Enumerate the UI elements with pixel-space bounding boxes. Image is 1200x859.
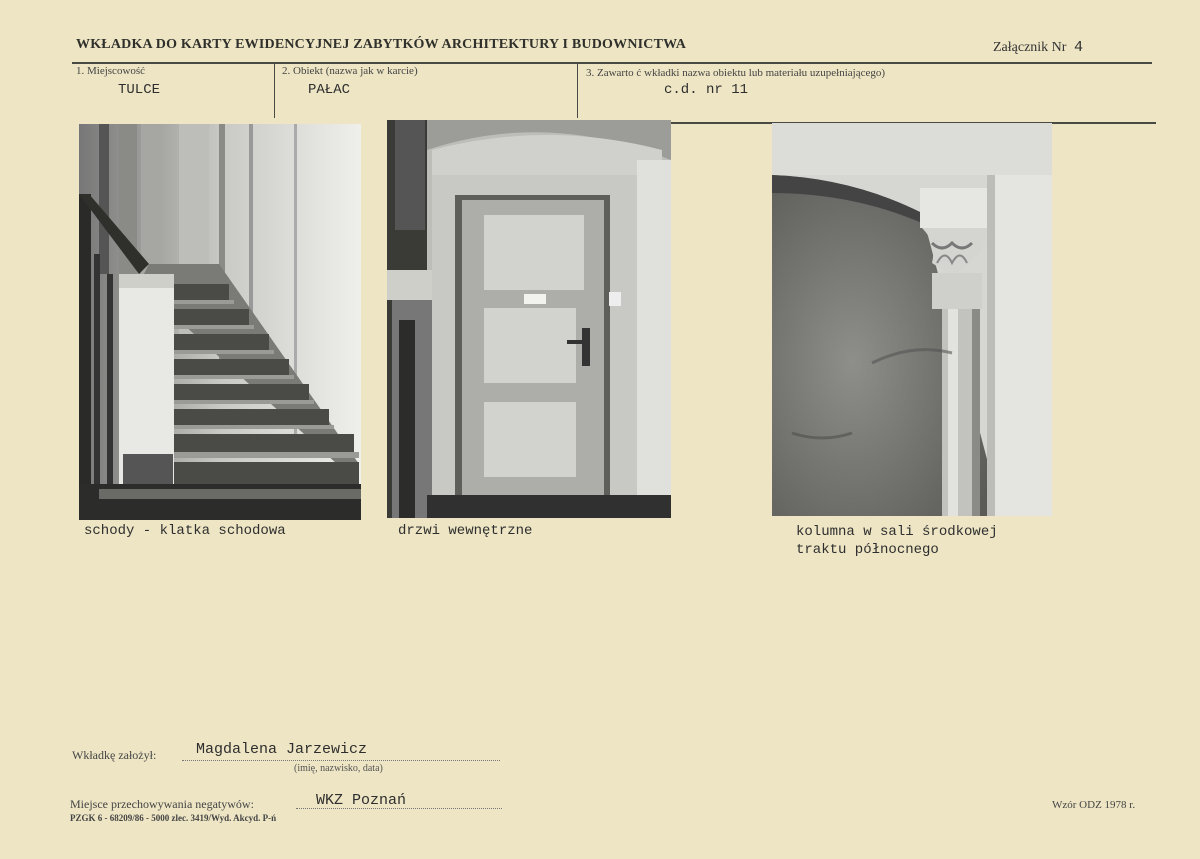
header-rule [72, 62, 1152, 64]
caption-staircase: schody - klatka schodowa [84, 523, 286, 539]
photo-column [772, 123, 1052, 516]
caption-door: drzwi wewnętrzne [398, 523, 533, 539]
content-label: 3. Zawarto ć wkładki nazwa obiektu lub materiału uzupełniającego) [586, 67, 886, 79]
locality-value: TULCE [118, 82, 161, 98]
negatives-value: WKZ Poznań [316, 792, 407, 809]
template-label: Wzór ODZ 1978 r. [1052, 799, 1136, 811]
founder-label: Wkładkę założył: [72, 748, 157, 762]
object-label: 2. Obiekt (nazwa jak w karcie) [282, 65, 418, 77]
door-image [387, 120, 671, 518]
staircase-image [79, 124, 361, 520]
field-divider-2 [577, 64, 578, 118]
locality-label: 1. Miejscowość [76, 65, 146, 77]
field-divider-1 [274, 64, 275, 118]
print-info: PZGK 6 - 68209/86 - 5000 zlec. 3419/Wyd. Akcyd. P-ń [70, 813, 277, 823]
content-value: c.d. nr 11 [664, 82, 749, 98]
document-title: WKŁADKA DO KARTY EWIDENCYJNEJ ZABYTKÓW ARCHITEKTURY I BUDOWNICTWA [76, 37, 687, 52]
founder-dotted-line [182, 760, 500, 761]
negatives-dotted-line [296, 808, 502, 809]
column-image [772, 123, 1052, 516]
founder-hint: (imię, nazwisko, data) [294, 763, 383, 774]
founder-value: Magdalena Jarzewicz [196, 741, 368, 758]
negatives-label: Miejsce przechowywania negatywów: [70, 797, 254, 811]
annex-label-text: Załącznik Nr [993, 40, 1067, 55]
caption-column-line2: traktu północnego [796, 542, 939, 558]
caption-column [796, 523, 998, 559]
caption-column-line1: kolumna w sali środkowej [796, 524, 998, 540]
annex-number: 4 [1073, 39, 1083, 56]
annex-label [993, 39, 1083, 56]
photo-door [387, 120, 671, 518]
object-value: PAŁAC [308, 82, 351, 98]
photo-staircase [79, 124, 361, 520]
